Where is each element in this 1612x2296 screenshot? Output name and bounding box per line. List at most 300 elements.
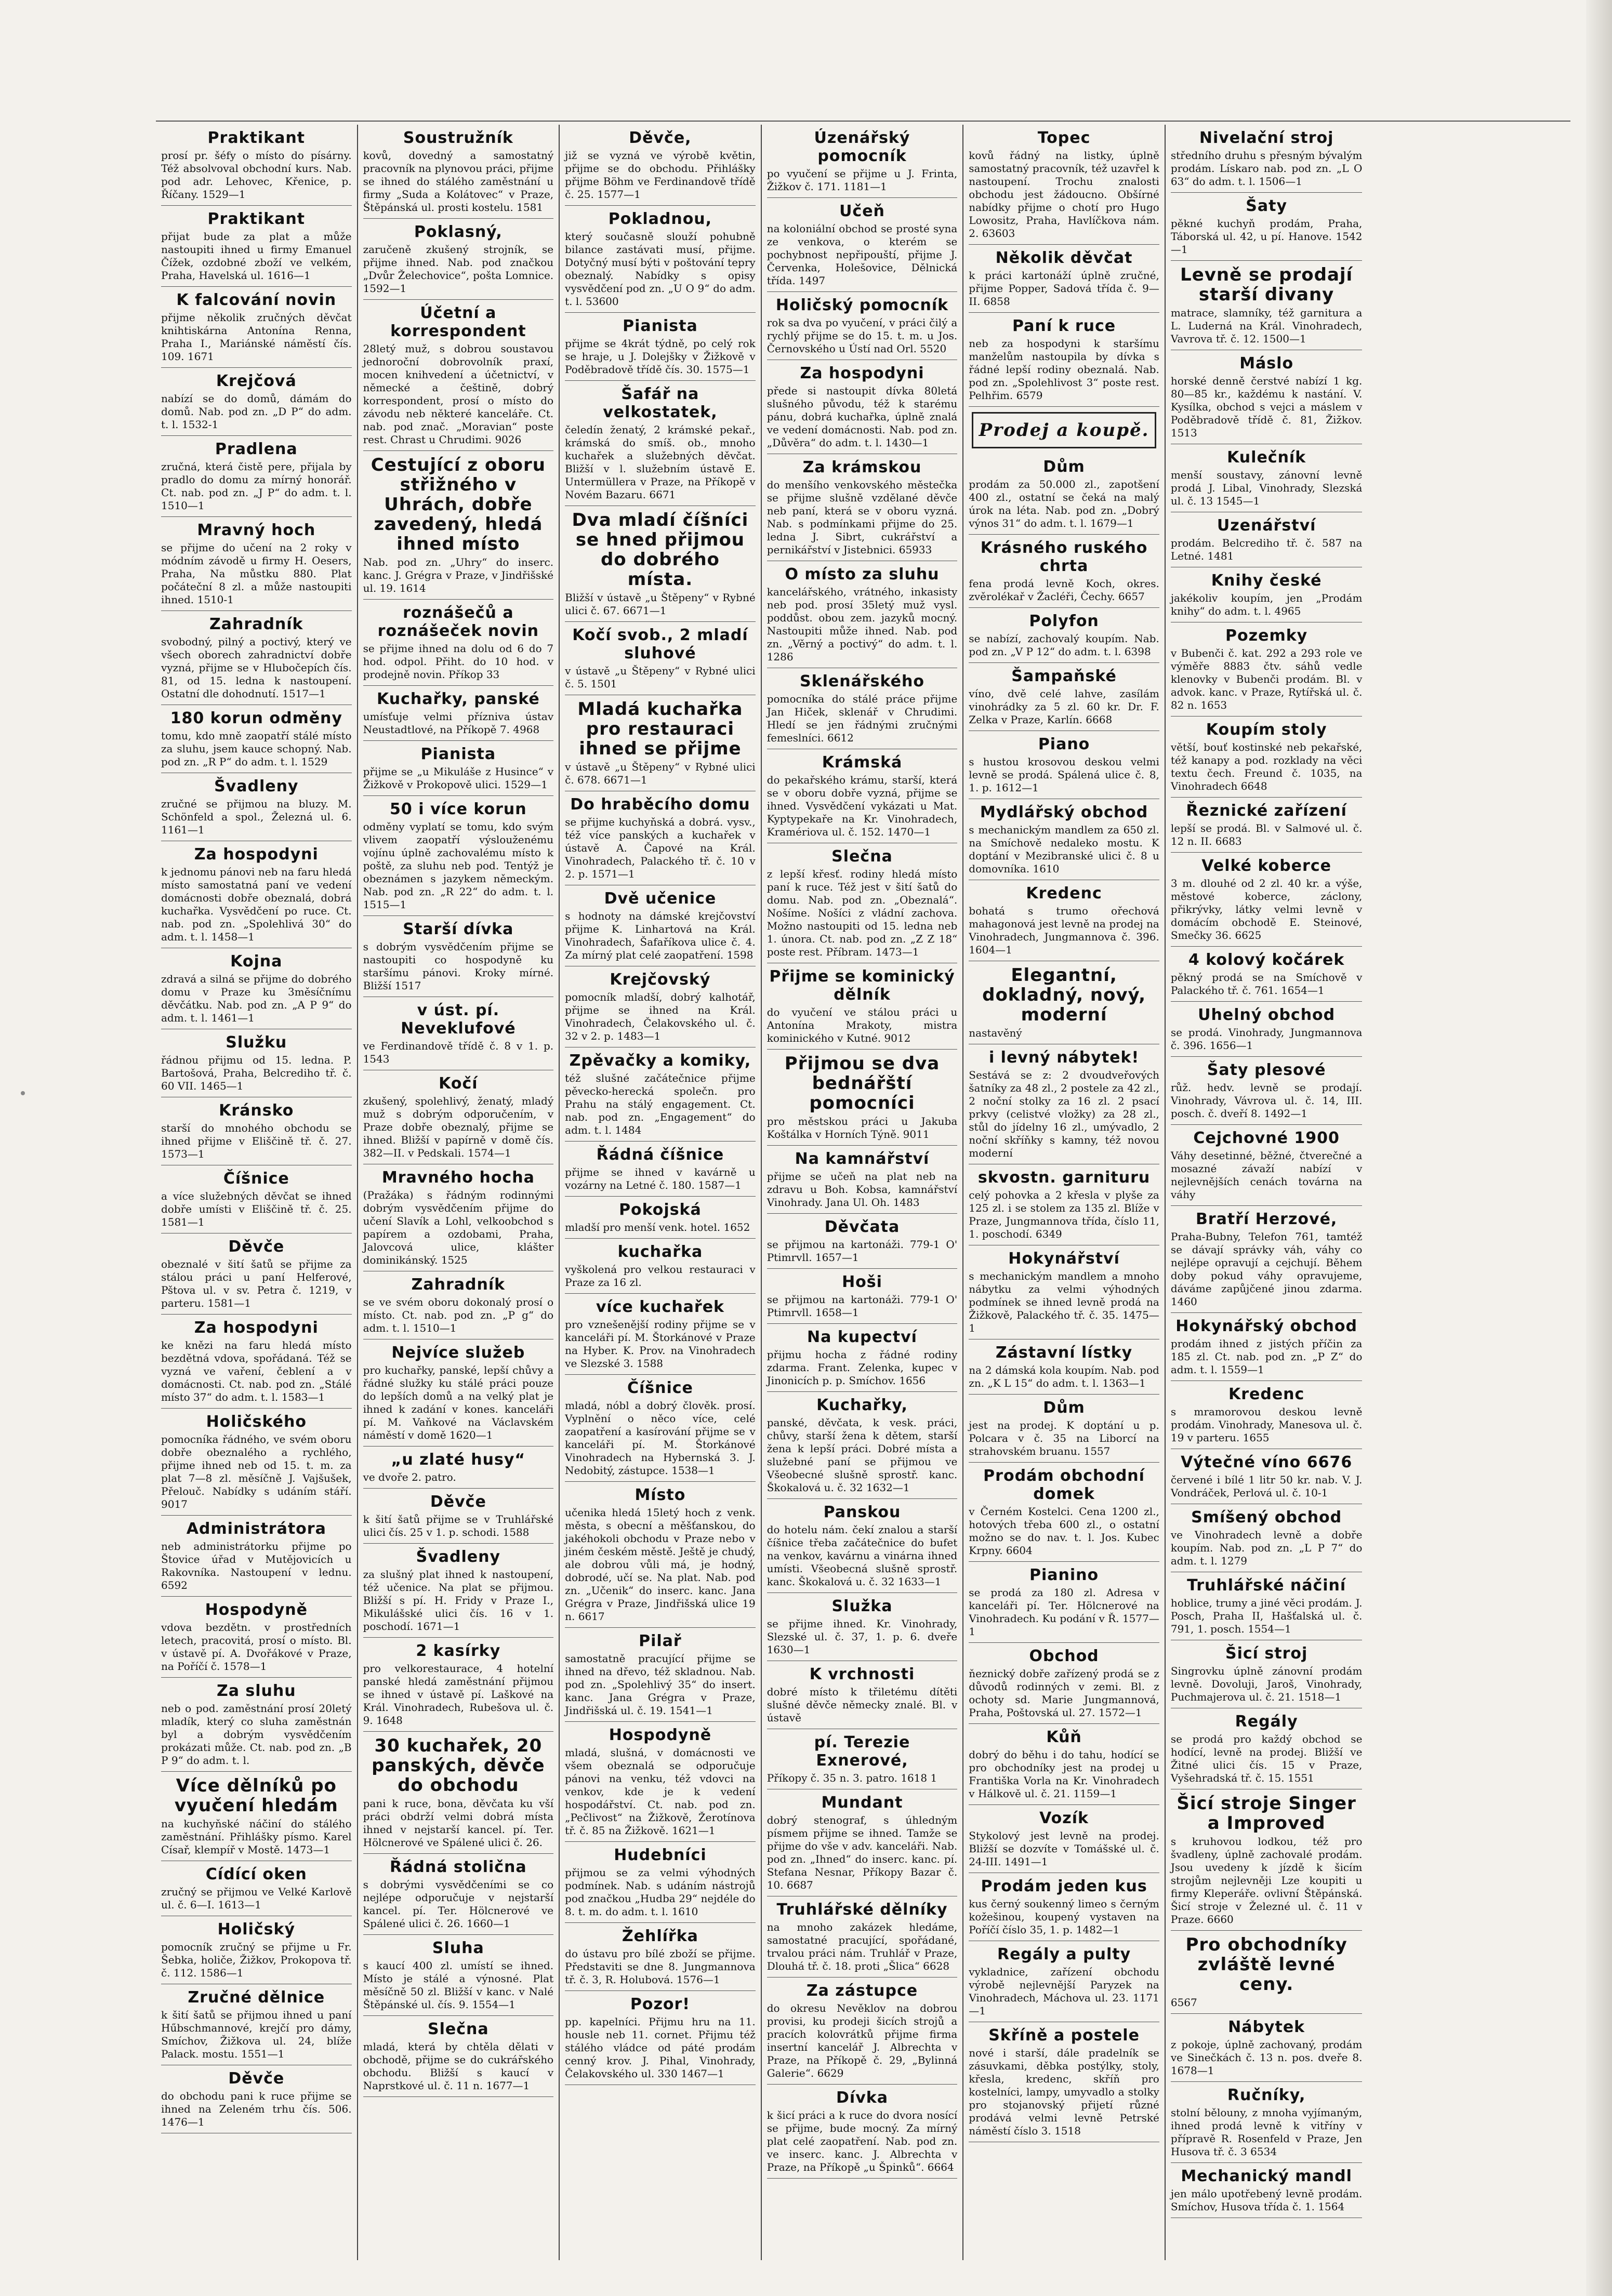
classified-ad <box>969 1463 1159 1562</box>
ad-body: 28letý muž, s dobrou soustavou jednoroční dobrovolník praxí, mocen knihvedení a účetnictví, v německé a češtině, dobrý korrespondent, prosí o místo do závodu neb některé kanceláře. Ct. nab. pod znač. „Moravian“ poste rest. Chrast u Chrudimi. 9026 <box>363 342 554 446</box>
classified-ad <box>969 1245 1159 1339</box>
ad-body: přijmu hocha z řádné rodiny zdarma. Frant. Zelenka, kupec v Jinonicích p. p. Smíchov. 1656 <box>767 1348 958 1387</box>
classified-ad <box>767 561 958 668</box>
ad-body: s hustou krosovou deskou velmi levně se prodá. Spálená ulice č. 8, 1. p. 1612—1 <box>969 755 1159 794</box>
ad-title: Číšnice <box>223 1170 289 1188</box>
classified-ad <box>969 608 1159 663</box>
ad-title: Holičského <box>206 1413 307 1431</box>
ad-title: Slečna <box>428 2020 489 2038</box>
classified-ad <box>767 198 958 292</box>
ad-body: pomocníka řádného, ve svém oboru dobře obeznalého a rychlého, přijme ihned neb od 15. t. m. za plat 7—8 zl. měsíčně J. Vajšušek, Přelouč. Nabídky s udáním stáří. 9017 <box>161 1433 352 1510</box>
classified-ad <box>161 1916 352 1984</box>
ad-body: celý pohovka a 2 křesla v plyše za 125 zl. i se stolem za 135 zl. Blíže v Praze, Jungmannova třída, číslo 11, 1. poschodí. 6349 <box>969 1189 1159 1240</box>
ad-body: a více služebných děvčat se ihned dobře umísti v Eliščině tř. č. 25. 1581—1 <box>161 1190 352 1228</box>
classified-ad <box>969 1562 1159 1643</box>
classified-ad <box>969 663 1159 731</box>
ad-body: kancelářského, vrátného, inkasisty neb pod. prosí 35letý muž vysl. poddůst. obou zem. jazyků mocný. Nastoupiti může ihned. Nab. pod zn. „Věrný a poctivý“ do adm. t. l. 1286 <box>767 586 958 663</box>
classified-ad <box>363 1854 554 1935</box>
ad-title: Praktikant <box>207 129 306 147</box>
ad-title: Hoši <box>842 1273 882 1291</box>
ad-body: s dobrými vysvědčeními se co nejlépe odporučuje v nejstarší kancel. pí. Ter. Hölcnerové ve Spálené ulici č. 26. 1660—1 <box>363 1878 554 1930</box>
ad-title: Krásného ruského chrta <box>980 539 1148 575</box>
ad-title: Krejčová <box>216 372 297 390</box>
ad-title: Poklasný, <box>414 223 503 241</box>
ad-body: z pokoje, úplně zachovaný, prodám ve Sinečkách č. 13 n. pos. dveře 8. 1678—1 <box>1170 2038 1363 2077</box>
ad-body: se přijme kuchyňská a dobrá. vysv., též více panských a kuchařek v ústavě A. Čapové na Král. Vinohradech, Palackého tř. č. 10 v 2. p. 1571—1 <box>565 816 756 880</box>
ad-body: fena prodá levně Koch, okres. zvěrolékař v Žacléři, Čechy. 6657 <box>969 577 1159 603</box>
column-5 <box>963 125 1166 2260</box>
ad-title: Skříně a postele <box>988 2026 1140 2045</box>
ad-body: ve Ferdinandově třídě č. 8 v 1. p. 1543 <box>363 1040 554 1065</box>
ad-title: Cestující z oboru střižného v Uhrách, dobře zavedený, hledá ihned místo <box>371 455 546 554</box>
classified-ad <box>161 368 352 436</box>
ad-body: se přijmou na kartonáži. 779-1 O' Ptimrvll. 1657—1 <box>767 1238 958 1264</box>
classified-ad <box>565 1375 756 1482</box>
classified-ad <box>161 611 352 705</box>
ad-title: Pilař <box>639 1632 682 1650</box>
ad-title: Služka <box>831 1597 893 1615</box>
ad-body: s mechanickým mandlem a mnoho nábytku za velmi výhodných podmínek se ihned levně prodá na Žižkově, Palackého tř. č. 35. 1475—1 <box>969 1270 1159 1334</box>
ad-title: roznášečů a roznášeček novin <box>377 604 539 640</box>
ad-body: obeznalé v šití šatů se přijme za stálou práci u paní Helferové, Pštova ul. v sv. Petra č. 1219, v parteru. 1581—1 <box>161 1258 352 1309</box>
ad-title: Holičský <box>217 1920 295 1939</box>
classified-ad <box>565 1842 756 1923</box>
ad-title: Sluha <box>432 1939 484 1957</box>
column-4 <box>762 125 964 2260</box>
classified-ad <box>767 454 958 561</box>
ad-title: Pokladnou, <box>608 210 712 228</box>
ad-body: pro velkorestaurace, 4 hotelní panské hledá zaměstnání přijmou se ihned v ústavě pí. Laškové na Král. Vinohradech, Rubešova ul. č. 9. 1648 <box>363 1662 554 1727</box>
classified-ad <box>363 300 554 451</box>
classified-ad <box>363 796 554 916</box>
ad-title: 2 kasírky <box>416 1642 501 1660</box>
ad-body: s dobrým vysvědčením přijme se nastoupiti co hospodyně ku staršímu pánovi. Kroky mírné. Bližší 1517 <box>363 940 554 992</box>
ad-body: na 2 dámská kola koupím. Nab. pod zn. „K L 15“ do adm. t. l. 1363—1 <box>969 1364 1159 1389</box>
ad-title: Soustružník <box>403 129 513 147</box>
ad-title: Krámská <box>822 753 903 772</box>
ad-body: středního druhu s přesným bývalým prodám. Lískaro nab. pod zn. „L O 63“ do adm. t. l. 1506—1 <box>1170 149 1363 188</box>
ad-body: Praha-Bubny, Telefon 761, tamtéž se dávají správky váh, váhy co nejlépe opravují a cejchují. Během doby pokud váhy opravujeme, dáváme zapůjčené jinou zdarma. 1460 <box>1170 1230 1363 1308</box>
classified-ad <box>969 731 1159 799</box>
classified-ad <box>161 1516 352 1597</box>
classified-ad <box>1171 1708 1363 1789</box>
ad-body: zručná, která čistě pere, přijala by pradlo do domu za mírný honorář. Ct. nab. pod zn. „J P“ do adm. t. l. 1510—1 <box>161 460 352 512</box>
ad-body: se prodá pro každý obchod se hodící, levně na prodej. Bližší ve Žitné ulici čís. 15 v Praze, Vyšehradská tř. č. 15. 1551 <box>1170 1733 1363 1784</box>
ad-body: přijme se „u Mikuláše z Husince“ v Žižkově v Prokopově ulici. 1529—1 <box>363 765 554 791</box>
ad-title: Místo <box>635 1486 686 1504</box>
classified-ad <box>161 517 352 611</box>
classified-ad <box>363 451 554 600</box>
classified-ad <box>363 1638 554 1732</box>
ad-title: Pianista <box>623 317 698 335</box>
ad-title: Kuchařky, <box>816 1396 908 1414</box>
ad-title: Dvě učenice <box>604 890 717 908</box>
ad-body: k šicí práci a k ruce do dvora nosící se přijme, bude mocný. Za mírný plat celé zaopatření. Nab. pod zn. ve inserc. kanc. J. Albrechta v Praze, na Příkopě „u Špinků“. 6664 <box>767 2109 958 2173</box>
ad-body: prodám. Belcrediho tř. č. 587 na Letné. 1481 <box>1170 537 1363 562</box>
ad-title: více kuchařek <box>596 1298 725 1316</box>
classified-ad <box>1171 193 1363 261</box>
classified-ad <box>767 1050 958 1146</box>
ad-body: se prodá. Vinohrady, Jungmannova č. 396. 1656—1 <box>1170 1026 1363 1052</box>
ad-title: Zpěvačky a komiky, <box>569 1052 751 1070</box>
ad-title: Služku <box>226 1033 287 1052</box>
ad-body: přijme několik zručných děvčat knihtiskárna Antonína Renna, Praha I., Mariánské náměstí čís. 109. 1671 <box>161 311 352 363</box>
ad-body: k šití šatů se přijmou ihned u paní Hűbschmannové, krejčí pro dámy, Smíchov, Žižkova ul. 24, blíže Palack. mostu. 1551—1 <box>161 2009 352 2060</box>
classified-ad <box>161 948 352 1029</box>
ad-body: Váhy desetinné, běžné, čtverečné a mosazné závaží nabízí v nejlevnějších cenách továrna na váhy <box>1170 1149 1363 1201</box>
ad-body: pro kuchařky, panské, lepší chůvy a řádné služky ku stálé práci pouze do lepších domů a na velký plat je ihned k zadání v kones. kanceláři pí. M. Vaňkové na Václavském náměstí v domě 1620—1 <box>363 1364 554 1441</box>
ad-body: větší, bouť kostinské neb pekařské, též kanapy a pod. rozklady na věci textu čech. Freund č. 1035, na Vinohradech 6648 <box>1170 741 1363 792</box>
classified-ad <box>161 841 352 948</box>
ad-title: Kůň <box>1046 1728 1082 1746</box>
ad-title: Zručné dělnice <box>188 1988 325 2007</box>
ad-body: na mnoho zakázek hledáme, samostatné pracující, spořádané, trvalou práci nám. Truhlář v Praze, Dlouhá tř. č. 18. proti „Šlica“ 6628 <box>767 1921 958 1972</box>
ad-title: Mravného hocha <box>381 1169 535 1187</box>
ad-body: s mramorovou deskou levně prodám. Vinohrady, Manesova ul. č. 19 v parteru. 1655 <box>1170 1405 1363 1444</box>
ad-body: matrace, slamníky, též garnitura a L. Luderná na Král. Vinohradech, Vavrova tř. č. 12. 1500—1 <box>1170 307 1363 345</box>
ad-body: nabízí se do domů, dámám do domů. Nab. pod zn. „D P“ do adm. t. l. 1532-1 <box>161 392 352 431</box>
ad-title: Děvčata <box>824 1218 900 1236</box>
classified-ad <box>767 2085 958 2179</box>
ad-title: Paní k ruce <box>1012 317 1116 335</box>
classified-ad <box>565 966 756 1047</box>
classified-ad <box>363 686 554 741</box>
ad-title: Obchod <box>1029 1647 1099 1665</box>
ad-body: zkušený, spolehlivý, ženatý, mladý muž s dobrým odporučením, v Praze dobře obeznalý, přijme se ihned. Bližší v papírně v domě čís. 382—II. v Pedskali. 1574—1 <box>363 1095 554 1159</box>
ad-body: stolní bělouny, z mnoha vyjímaným, ihned prodá levně k vitříny v přípravě R. Rosenfeld v Praze, Jen Husova tř. č. 3 6534 <box>1170 2106 1363 2158</box>
classified-ad <box>1171 444 1363 512</box>
classified-ad <box>565 1923 756 1991</box>
ad-title: Výtečné víno 6676 <box>1181 1453 1353 1471</box>
ad-body: v ústavě „u Štěpeny“ v Rybné ulici č. 5. 1501 <box>565 665 756 690</box>
ad-title: Knihy české <box>1211 572 1322 590</box>
classified-ad <box>565 1197 756 1239</box>
ad-title: v úst. pí. Neveklufové <box>401 1001 516 1038</box>
classified-ad <box>1171 1449 1363 1504</box>
ad-title: Více dělníků po vyučení hledám <box>174 1775 338 1816</box>
ad-title: Na kamnářství <box>795 1150 930 1168</box>
ad-body: panské, děvčata, k vesk. práci, chůvy, starší žena k dětem, starší žena k lepší práci. Dobré místa a služebné paní se přijmou ve Všeobecné slušně sprostř. kanc. Škokalová u. č. 32 1632—1 <box>767 1416 958 1494</box>
classified-ad <box>969 2022 1159 2142</box>
ad-title: Starší dívka <box>403 920 514 938</box>
ad-title: Kočí <box>439 1074 478 1093</box>
ad-title: Šampaňské <box>1011 667 1117 685</box>
ad-title: Administrátora <box>186 1520 326 1538</box>
ad-title: Děvče <box>430 1493 486 1511</box>
ad-title: Několik děvčat <box>995 249 1133 267</box>
classified-ad <box>969 1805 1159 1873</box>
ad-body: přijme se učeň na plat neb na zdravu u Boh. Kobsa, kamnářství Vinohrady. Jana Ul. Oh. 1483 <box>767 1170 958 1209</box>
ad-title: Zástavní lístky <box>995 1344 1133 1362</box>
classified-ad <box>161 1597 352 1678</box>
ad-body: vyškolená pro velkou restauraci v Praze za 16 zl. <box>565 1263 756 1289</box>
ad-title: Kulečník <box>1227 448 1306 467</box>
ad-title: Nábytek <box>1228 2018 1305 2036</box>
ad-body: pro městskou práci u Jakuba Koštálka v Horních Týně. 9011 <box>767 1115 958 1140</box>
ad-title: Pianino <box>1029 1566 1099 1584</box>
ad-body: se nabízí, zachovalý koupím. Nab. pod zn. „V P 12“ do adm. t. l. 6398 <box>969 632 1159 658</box>
classified-ad <box>1171 125 1363 193</box>
ad-body: po vyučení se přijme u J. Frinta, Žižkov č. 171. 1181—1 <box>767 167 958 193</box>
ad-body: ve dvoře 2. patro. <box>363 1471 456 1483</box>
classified-ad <box>161 1165 352 1233</box>
ad-title: Regály a pulty <box>997 1945 1131 1963</box>
ad-body: též slušné začátečnice přijme pěvecko-herecká společn. pro Prahu na stálý engagement. Ct. nab. pod zn. „Engagement“ do adm. t. l. 1484 <box>565 1072 756 1136</box>
ad-title: Učeň <box>839 202 885 220</box>
ad-body: bohatá s trumo ořechová mahagonová jest levně na prodej na Vinohradech, Jungmannova č. 396. 1604—1 <box>969 905 1159 956</box>
ad-body: neb administrátorku přijme po Štovice úřad v Mutějovicích u Rakovníka. Nastoupení v lednu. 6592 <box>161 1540 352 1591</box>
classified-ad <box>363 1446 554 1489</box>
ad-title: 30 kuchařek, 20 panských, děvče do obchodu <box>372 1735 545 1796</box>
classified-ad <box>1171 853 1363 947</box>
ad-title: Přijmou se dva bednářští pomocníci <box>784 1053 940 1113</box>
classified-ad <box>1171 1931 1363 2014</box>
ad-body: čeledín ženatý, 2 krámské pekař., krámská do smíš. ob., mnoho kuchařek a služebných děvčat. Bližší v l. služebním ústavě E. Untermüllera v Praze, na Příkopě v Novém Bazaru. 6671 <box>565 423 756 501</box>
ad-title: Máslo <box>1239 354 1294 373</box>
classified-ad <box>161 1409 352 1516</box>
classified-columns <box>156 125 1569 2260</box>
classified-ad <box>565 1991 756 2085</box>
classified-ad <box>1171 1125 1363 1206</box>
ad-body: se přijmou na kartonáži. 779-1 O' Ptimrvll. 1658—1 <box>767 1293 958 1319</box>
ad-body: růž. hedv. levně se prodají. Vinohrady, Vávrova ul. č. 14, III. posch. č. dveří 8. 1492—1 <box>1170 1081 1363 1120</box>
ad-body: pěkný prodá se na Smíchově v Palackého tř. č. 761. 1654—1 <box>1170 971 1363 997</box>
classified-ad <box>565 885 756 966</box>
ad-title: Ručníky, <box>1227 2086 1306 2104</box>
ad-title: Hudebníci <box>614 1846 707 1864</box>
ad-title: Hospodyně <box>205 1601 308 1619</box>
ad-title: K falcování novin <box>176 291 337 309</box>
ad-body: v Bubenči č. kat. 292 a 293 role ve výměře 8883 čtv. sáhů vedle klenovky v Bubenči prodám. Bl. v advok. kanc. v Praze, Rytířská ul. č. 82 n. 1653 <box>1170 647 1363 711</box>
ad-title: pí. Terezie Exnerové, <box>814 1733 910 1770</box>
classified-ad <box>363 1489 554 1544</box>
ad-body: víno, dvě celé lahve, zasílám vinohrádky za 5 zl. 60 kr. Dr. F. Zelka v Praze, Karlín. 6668 <box>969 687 1159 726</box>
classified-ad <box>969 454 1159 535</box>
ad-title: Šaty <box>1246 197 1287 215</box>
classified-ad <box>1171 1057 1363 1125</box>
classified-ad <box>565 1047 756 1142</box>
ad-title: Za hospodyni <box>800 364 924 382</box>
ad-body: Sestává se z: 2 dvoudveřových šatníky za 48 zl., 2 postele za 42 zl., 2 noční stolky za 16 zl. 2 psací prkvy (celistvé vložky) za 28 zl., stůl do jídelny 16 zl., umývadlo, 2 noční skříňky s kamny, též novou moderní <box>969 1069 1159 1159</box>
ad-title: Šafář na velkostatek, <box>603 385 718 421</box>
ad-title: Uzenářství <box>1217 516 1316 535</box>
ad-title: Mladá kuchařka pro restauraci ihned se přijme <box>577 699 743 759</box>
ad-body: 6567 <box>1170 1996 1197 2009</box>
ad-body: Příkopy č. 35 n. 3. patro. 1618 1 <box>767 1772 937 1784</box>
ad-title: Pianista <box>420 745 496 763</box>
ad-body: nové i starší, dále pradelník se zásuvkami, děbka postýlky, stoly, křesla, kredenc, skříň pro kostelníci, lampy, umyvadlo a stolky pro stojanovský přijetí různé prodává velmi levně Petrské náměstí číslo 3. 1518 <box>969 2047 1159 2137</box>
classified-ad <box>767 1499 958 1593</box>
ad-body: kovů řádný na listky, úplně samostatný pracovník, též uzavřel k nastoupení. Trochu znalosti obchodu jest žádoucno. Obšírné nabídky přijme o chotí pro Hugo Lowositz, Praha, Havlíčkova nám. 2. 63603 <box>969 149 1159 240</box>
classified-ad <box>363 1935 554 2016</box>
classified-ad <box>1171 1381 1363 1449</box>
ad-title: Přijme se kominický dělník <box>769 967 955 1004</box>
ad-title: Mundant <box>821 1794 903 1812</box>
classified-ad <box>363 125 554 219</box>
classified-ad <box>969 1941 1159 2022</box>
ad-title: Kredenc <box>1228 1385 1305 1403</box>
classified-ad <box>1171 947 1363 1002</box>
ad-title: Hospodyně <box>609 1726 712 1744</box>
ad-body: vdova bezdětn. v prostředních letech, pracovitá, prosí o místo. Bl. v ústavě pí. A. Dvořákové v Praze, na Poříčí č. 1578—1 <box>161 1621 352 1673</box>
ad-body: učenika hledá 15letý hoch z venk. města, s obecní a měšťanskou, do jakéhokoli obchodu v Praze nebo v jiném českém městě. Ještě je chudý, ale dobrou vůli má, je hodný, dobrodé, učí se. Na plat. Nab. pod zn. „Učenik“ do inserc. kanc. Jana Grégra v Praze, Jindřišská ulice 19 n. 6617 <box>565 1506 756 1623</box>
ad-title: Hokynářství <box>1008 1250 1120 1268</box>
ad-body: Nab. pod zn. „Uhry“ do inserc. kanc. J. Grégra v Praze, v Jindřišské ul. 19. 1614 <box>363 556 554 594</box>
ad-body: se ve svém oboru dokonalý prosí o místo. Ct. nab. pod zn. „P g“ do adm. t. l. 1510—1 <box>363 1296 554 1334</box>
ad-title: Nejvíce služeb <box>391 1344 525 1362</box>
ad-title: Krejčovský <box>610 971 711 989</box>
ad-body: jen málo upotřebený levně prodám. Smíchov, Husova třída č. 1. 1564 <box>1170 2187 1363 2213</box>
classified-ad <box>363 1164 554 1271</box>
ad-title: Mravný hoch <box>197 521 316 539</box>
classified-ad <box>1171 2014 1363 2082</box>
classified-ad <box>363 1732 554 1854</box>
classified-ad <box>767 1789 958 1896</box>
classified-ad <box>161 1772 352 1861</box>
ad-body: samostatně pracující přijme se ihned na dřevo, též skladnou. Nab. pod zn. „Spolehlivý 35“ do insert. kanc. Jana Grégra v Praze, Jindřišská ul. č. 19. 1541—1 <box>565 1652 756 1717</box>
ad-title: Polyfon <box>1029 612 1099 630</box>
ad-body: řádnou přijmu od 15. ledna. P. Bartošová, Praha, Belcrediho tř. č. 60 VII. 1465—1 <box>161 1054 352 1092</box>
classified-ad <box>767 1593 958 1661</box>
ad-body: červené i bílé 1 litr 50 kr. nab. V. J. Vondráček, Perlová ul. č. 10-1 <box>1170 1474 1363 1499</box>
ad-title: Žehlířka <box>622 1927 698 1945</box>
ad-body: do hotelu nám. čekí znalou a starší číšnice třeba začátečnice do bufet na venkov, kavárnu a vinárna ihned umísti. Všeobecná slušně sprostř. kanc. Škokalová u. č. 32 1633—1 <box>767 1523 958 1588</box>
classified-ad <box>767 1661 958 1729</box>
column-3 <box>560 125 762 2260</box>
ad-title: Kuchařky, panské <box>377 690 540 708</box>
ad-title: Děvče <box>228 1238 285 1256</box>
ad-title: Prodám obchodní domek <box>983 1467 1145 1503</box>
ad-body: dobrý do běhu i do tahu, hodící se pro obchodníky jest na prodej u Františka Vorla na Kr. Vinohradech v Hálkově ul. č. 21. 1159—1 <box>969 1748 1159 1800</box>
classified-ad <box>767 1269 958 1324</box>
ad-title: Šicí stroj <box>1225 1644 1308 1663</box>
ad-body: přijme se 4krát týdně, po celý rok se hraje, u J. Dolejšky v Žižkově v Poděbradově třídě čís. 30. 1575—1 <box>565 337 756 376</box>
ad-body: prosí pr. šéfy o místo do písárny. Též absolvoval obchodní kurs. Nab. pod adr. Lehovec, Křenice, p. Říčany. 1529—1 <box>161 149 352 201</box>
ad-body: Stykolový jest levně na prodej. Bližší se dozvíte v Tomášské ul. č. 24-III. 1491—1 <box>969 1829 1159 1868</box>
ad-title: Elegantní, dokladný, nový, moderní <box>982 965 1146 1025</box>
classified-ad <box>1171 2163 1363 2218</box>
classified-ad <box>161 1861 352 1916</box>
ad-title: Truhlářské náčiní <box>1187 1576 1346 1595</box>
ad-body: se přijme ihned. Kr. Vinohrady, Slezské ul. č. 37, 1. p. 6. dveře 1630—1 <box>767 1617 958 1656</box>
ad-title: Sklenářského <box>800 672 924 691</box>
ad-body: horské denně čerstvé nabízí 1 kg. 80—85 kr., každému k nastání. V. Kysílka, obchod s vejci a máslem v Poděbradově třídě č. 81, Žižkov. 1513 <box>1170 375 1363 439</box>
ad-title: Kredenc <box>1026 884 1102 903</box>
ad-body: ve Vinohradech levně a dobře koupím. Nab. pod zn. „L P 7“ do adm. t. l. 1279 <box>1170 1529 1363 1567</box>
ad-body: kovů, dovedný a samostatný pracovník na plynovou práci, přijme se ihned do stálého zaměstnání u firmy „Suda a Kolátovec“ v Praze, Štěpánská ul. prosti kostelu. 1581 <box>363 149 554 214</box>
ad-title: Prodám jeden kus <box>981 1877 1147 1895</box>
ad-body: pomocník zručný se přijme u Fr. Šebka, holiče, Žižkov, Prokopova tř. č. 112. 1586—1 <box>161 1941 352 1979</box>
ad-title: Koupím stoly <box>1206 721 1327 739</box>
classified-ad <box>969 535 1159 608</box>
classified-ad <box>969 1164 1159 1245</box>
ad-body: přijme se ihned v kavárně u vozárny na Letné č. 180. 1587—1 <box>565 1166 756 1191</box>
ad-body: menší soustavy, zánovní levně prodá J. Libal, Vinohrady, Slezská ul. č. 13 1545—1 <box>1170 469 1363 507</box>
ad-body: pomocník mladší, dobrý kalhotář, přijme se ihned na Král. Vinohradech, Čelakovského ul. č. 32 v 2. p. 1483—1 <box>565 991 756 1042</box>
ad-title: „u zlaté husy“ <box>391 1451 526 1469</box>
classified-ad <box>969 1873 1159 1941</box>
ad-body: Bližší v ústavě „u Štěpeny“ v Rybné ulici č. 67. 6671—1 <box>565 591 756 617</box>
ad-title: Holičský pomocník <box>775 296 949 314</box>
ad-body: na kuchyňské náčiní do stálého zaměstnání. Přihlášky písmo. Karel Císař, klempíř v Mostě. 1473—1 <box>161 1817 352 1856</box>
classified-ad <box>161 206 352 287</box>
classified-ad <box>1171 622 1363 716</box>
ad-title: i levný nábytek! <box>988 1049 1140 1067</box>
ad-title: Nivelační stroj <box>1199 129 1334 147</box>
ad-title: Na kupectví <box>807 1328 917 1346</box>
classified-ad <box>565 125 756 206</box>
ad-body: (Pražáka) s řádným rodinnými dobrým vysvědčením přijme do učení Slavík a Lohl, velkoobchod s papírem a ozdobami, Praha, Jalovcová ulice, klášter dominikánský. 1525 <box>363 1189 554 1266</box>
classified-ad <box>1171 2082 1363 2163</box>
classified-ad <box>363 2016 554 2097</box>
ad-body: lepší se prodá. Bl. v Salmové ul. č. 12 n. II. 6683 <box>1170 822 1363 847</box>
ad-title: Řeznické zařízení <box>1186 802 1347 820</box>
classified-ad <box>363 600 554 686</box>
margin-mark <box>21 1091 25 1095</box>
ad-body: s hodnoty na dámské krejčovství přijme K. Linhartová na Král. Vinohradech, Šafaříkova ulice č. 4. Za mírný plat celé zaopatření. 1598 <box>565 910 756 961</box>
classified-ad <box>767 1214 958 1269</box>
classified-ad <box>565 313 756 381</box>
classified-ad <box>161 1097 352 1165</box>
classified-ad <box>1171 1640 1363 1708</box>
ad-body: pěkné kuchyň prodám, Praha, Táborská ul. 42, u pí. Hanove. 1542—1 <box>1170 217 1363 256</box>
ad-body: mladá, nóbl a dobrý člověk. prosí. Vyplnění o něco více, celé zaopatření a kasírování přijme se v kanceláři pí. M. Štorkánové Vinohradech na Hybernská 3. J. Nedobitý, zástupce. 1538—1 <box>565 1399 756 1477</box>
classified-ad <box>565 1294 756 1375</box>
ad-body: pro vznešenější rodiny přijme se v kanceláři pí. M. Štorkánové v Praze na Hyber. K. Prov. na Vinohradech ve Slezské 3. 1588 <box>565 1318 756 1370</box>
ad-body: do obchodu pani k ruce přijme se ihned na Zeleném trhu čís. 506. 1476—1 <box>161 2090 352 2128</box>
classified-ad <box>565 206 756 313</box>
classified-ad <box>767 843 958 963</box>
classified-ad <box>969 1339 1159 1395</box>
ad-body: již se vyzná ve výrobě květin, přijme se do obchodu. Přihlášky přijme Böhm ve Ferdinandově třídě č. 25. 1577—1 <box>565 149 756 201</box>
ad-body: dobrý stenograf, s úhledným písmem přijme se ihned. Tamže se přijme do vše v adv. kanceláři. Nab. pod zn. „Ihned“ do inserc. kanc. pí. Stefana Nesnar, Příkopy Bazar č. 10. 6687 <box>767 1814 958 1891</box>
ad-title: Švadleny <box>416 1548 501 1566</box>
ad-body: dobré místo k třiletému dítěti slušné děvče německy znalé. Bl. v ústavě <box>767 1685 958 1724</box>
ad-body: pani k ruce, bona, děvčata ku vší práci obdrží velmi dobrá místa ihned v nejstarší kancel. pí. Ter. Hölcnerové ve Spálené ulici č. 26. <box>363 1797 554 1849</box>
classified-ad <box>1171 1206 1363 1313</box>
ad-body: neb o pod. zaměstnání prosí 20letý mladík, který co sluha zaměstnán byl a dobrým vysvědčením prokázati může. Ct. nab. pod zn. „B P 9“ do adm. t. l. <box>161 1702 352 1767</box>
ad-title: Kojna <box>230 952 283 971</box>
section-banner: Prodej a koupě. <box>972 412 1156 448</box>
classified-ad <box>565 1722 756 1842</box>
ad-body: na koloniální obchod se prosté syna ze venkova, o kterém se pochybnost nepřipouští, přijme J. Červenka, Holešovice, Dělnická třída. 1497 <box>767 222 958 287</box>
header-rule <box>156 121 1570 122</box>
ad-body: jakékoliv koupím, jen „Prodám knihy“ do adm. t. l. 4965 <box>1170 592 1363 617</box>
classified-ad <box>565 1239 756 1294</box>
classified-ad <box>969 799 1159 880</box>
ad-body: přede si nastoupit dívka 80letá slušného původu, též k starému pánu, dobrá kuchařka, úplně znalá ve vedení domácnosti. Nab. pod zn. „Důvěra“ do adm. t. l. 1430—1 <box>767 384 958 449</box>
ad-title: Dva mladí číšníci se hned přijmou do dobrého místa. <box>572 510 749 590</box>
classified-ad <box>767 360 958 454</box>
ad-title: Děvče, <box>629 129 692 147</box>
ad-body: se prodá za 180 zl. Adresa v kanceláři pí. Ter. Hölcnerové na Vinohradech. Ku podání v Ř. 1577—1 <box>969 1586 1159 1638</box>
ad-body: vykladnice, zařízení obchodu výrobě nejlevnější Paryzek na Vinohradech, Máchova ul. 23. 1171—1 <box>969 1966 1159 2017</box>
ad-title: Mydlářský obchod <box>980 803 1148 821</box>
classified-ad <box>767 1324 958 1392</box>
classified-ad <box>565 1142 756 1197</box>
classified-ad <box>767 1392 958 1499</box>
ad-title: Uhelný obchod <box>1198 1006 1336 1024</box>
scan-edge <box>1586 0 1612 2296</box>
ad-title: 4 kolový kočárek <box>1188 951 1345 969</box>
ad-body: přijmou se za velmi výhodných podmínek. Nab. s udáním nástrojů pod značkou „Hudba 29“ nejdéle do 8. t. m. do adm. t. l. 1610 <box>565 1866 756 1918</box>
classified-ad <box>969 1044 1159 1164</box>
ad-title: Slečna <box>831 847 893 866</box>
classified-ad <box>363 1271 554 1339</box>
ad-title: Bratří Herzové, <box>1195 1210 1338 1228</box>
ad-title: Piano <box>1038 735 1090 753</box>
classified-ad <box>363 1544 554 1638</box>
